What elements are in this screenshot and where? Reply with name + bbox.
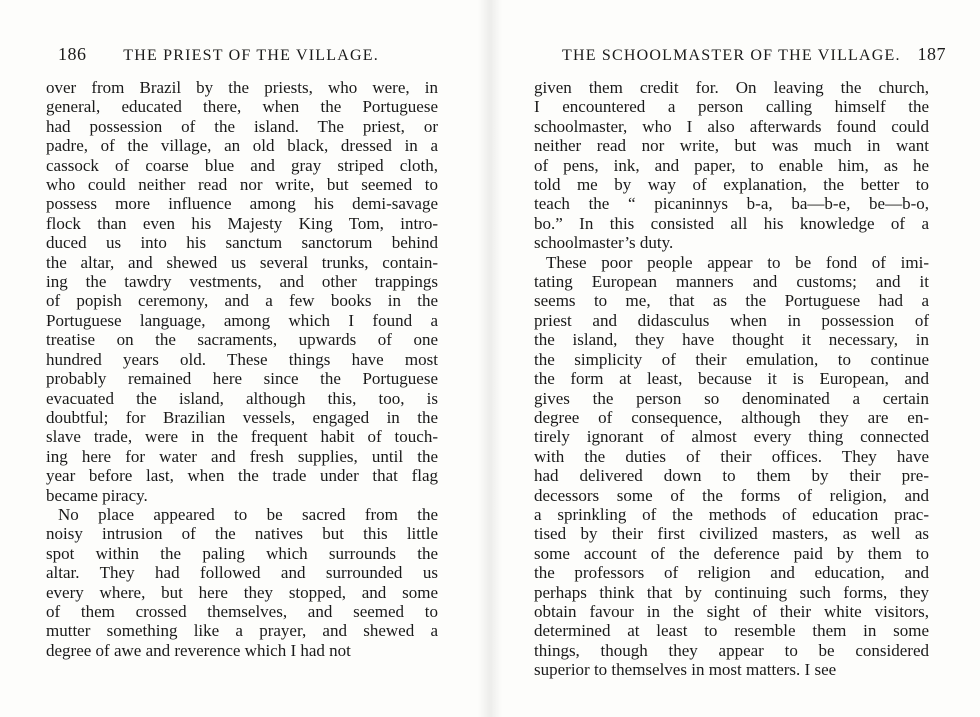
text-line: of pens, ink, and paper, to enable him, as he <box>534 155 929 175</box>
text-line: cassock of coarse blue and gray striped cloth, <box>46 155 438 175</box>
text-line: evacuated the island, although this, too, is <box>46 388 438 408</box>
text-line: who could neither read nor write, but seemed to <box>46 175 438 195</box>
text-line: teach the “ picaninnys b-a, ba—b-e, be—b-o, <box>534 194 929 214</box>
text-line: probably remained here since the Portuguese <box>46 369 438 389</box>
left-running-head: THE PRIEST OF THE VILLAGE. <box>123 47 379 64</box>
text-line: determined at least to resemble them in some <box>534 621 929 641</box>
text-line: had delivered down to them by their pre- <box>534 466 929 486</box>
left-page-number: 186 <box>58 44 87 64</box>
text-line: decessors some of the forms of religion, and <box>534 485 929 505</box>
text-line: neither read nor write, but was much in want <box>534 136 929 156</box>
text-line: No place appeared to be sacred from the <box>58 504 438 524</box>
text-line: seems to me, that as the Portuguese had a <box>534 291 929 311</box>
text-line: possess more influence among his demi-savage <box>46 194 438 214</box>
text-line: had possession of the island. The priest, or <box>46 116 438 136</box>
text-line: the form at least, because it is European, and <box>534 369 929 389</box>
text-line: the altar, and shewed us several trunks, contain- <box>46 252 438 272</box>
text-line: ing here for water and fresh supplies, until the <box>46 446 438 466</box>
text-line: priest and didasculus when in possession of <box>534 310 929 330</box>
text-line: became piracy. <box>46 485 148 505</box>
text-line: general, educated there, when the Portuguese <box>46 97 438 117</box>
text-line: given them credit for. On leaving the church, <box>534 78 929 97</box>
text-line: perhaps think that by continuing such forms, they <box>534 582 929 602</box>
left-page-text <box>46 78 438 660</box>
text-line: superior to themselves in most matters. I see <box>534 660 837 680</box>
text-line: obtain favour in the sight of their white visitors, <box>534 601 929 621</box>
text-line: gives the person so denominated a certain <box>534 388 929 408</box>
text-line: tirely ignorant of almost every thing connected <box>534 427 929 447</box>
text-line: schoolmaster’s duty. <box>534 233 674 253</box>
text-line: treatise on the sacraments, upwards of one <box>46 330 438 350</box>
text-line: year before last, when the trade under that flag <box>46 466 438 486</box>
left-page-header <box>58 44 438 65</box>
right-page-text <box>534 78 929 680</box>
text-line: told me by way of explanation, the better to <box>534 175 929 195</box>
text-line: every where, but here they stopped, and some <box>46 582 438 602</box>
text-line: doubtful; for Brazilian vessels, engaged in the <box>46 407 438 427</box>
text-line: the professors of religion and education, and <box>534 563 929 583</box>
right-page <box>490 0 980 717</box>
text-line: duced us into his sanctum sanctorum behind <box>46 233 438 253</box>
text-line: the island, they have thought it necessary, in <box>534 330 929 350</box>
text-line: some account of the deference paid by them to <box>534 543 929 563</box>
text-line: a sprinkling of the methods of education prac- <box>534 504 929 524</box>
text-line: schoolmaster, who I also afterwards found could <box>534 116 929 136</box>
text-line: Portuguese language, among which I found a <box>46 310 438 330</box>
text-line: of popish ceremony, and a few books in the <box>46 291 438 311</box>
text-line: degree of consequence, although they are en- <box>534 407 929 427</box>
text-line: with the duties of their offices. They have <box>534 446 929 466</box>
text-line: flock than even his Majesty King Tom, intro- <box>46 213 438 233</box>
text-line: spot within the paling which surrounds the <box>46 543 438 563</box>
right-page-header <box>562 44 980 65</box>
right-page-number: 187 <box>917 44 946 64</box>
text-line: bo.” In this consisted all his knowledge of a <box>534 213 929 233</box>
text-line: ing the tawdry vestments, and other trappings <box>46 272 438 292</box>
text-line: altar. They had followed and surrounded us <box>46 563 438 583</box>
text-line: things, though they appear to be considered <box>534 640 929 660</box>
text-line: the simplicity of their emulation, to continue <box>534 349 929 369</box>
text-line: of them crossed themselves, and seemed to <box>46 601 438 621</box>
text-line: hundred years old. These things have most <box>46 349 438 369</box>
text-line: I encountered a person calling himself the <box>534 97 929 117</box>
text-line: padre, of the village, an old black, dressed in a <box>46 136 438 156</box>
text-line: tating European manners and customs; and it <box>534 272 929 292</box>
text-line: mutter something like a prayer, and shewed a <box>46 621 438 641</box>
text-line: noisy intrusion of the natives but this little <box>46 524 438 544</box>
text-line: slave trade, were in the frequent habit of touch- <box>46 427 438 447</box>
text-line: These poor people appear to be fond of imi- <box>546 252 929 272</box>
text-line: degree of awe and reverence which I had not <box>46 640 351 660</box>
text-line: tised by their first civilized masters, as well as <box>534 524 929 544</box>
right-running-head: THE SCHOOLMASTER OF THE VILLAGE. <box>562 47 901 64</box>
text-line: over from Brazil by the priests, who were, in <box>46 78 438 97</box>
